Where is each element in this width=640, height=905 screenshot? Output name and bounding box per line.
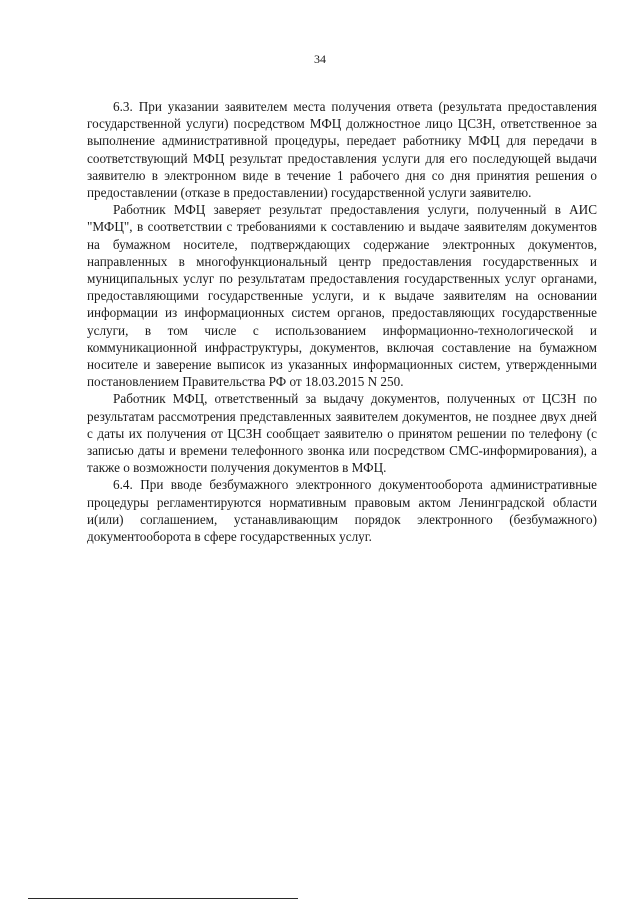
paragraph-mfc-notification: Работник МФЦ, ответственный за выдачу документов, полученных от ЦСЗН по результатам рассмотрения представленных заявителем документов, не позднее двух дней с даты их получения от ЦСЗН сообщает заявителю о принятом решении по телефону (с записью даты и времени телефонного звонка или посредством СМС-информирования), а также о возможности получения документов в МФЦ. bbox=[87, 391, 597, 476]
page-number: 34 bbox=[314, 52, 326, 66]
paragraph-mfc-certification: Работник МФЦ заверяет результат предоставления услуги, полученный в АИС "МФЦ", в соответствии с требованиями к составлению и выдаче заявителям документов на бумажном носителе, подтверждающих содержание электронных документов, направленных в многофункциональный центр предоставления государственных и муниципальных услуг по результатам предоставления государственных услуг органами, предоставляющими государственные услуги, и к выдаче заявителям на основании информации из информационных систем органов, предоставляющих государственные услуги, в том числе с использованием информационно-технологической и коммуникационной инфраструктуры, документов, включая составление на бумажном носителе и заверение выписок из указанных информационных систем, утвержденными постановлением Правительства РФ от 18.03.2015 N 250. bbox=[87, 202, 597, 390]
paragraph-6-3: 6.3. При указании заявителем места получения ответа (результата предоставления государственной услуги) посредством МФЦ должностное лицо ЦСЗН, ответственное за выполнение административной процедуры, передает работнику МФЦ для передачи в соответствующий МФЦ результат предоставления услуги для его последующей выдачи заявителю в электронном виде в течение 1 рабочего дня со дня принятия решения о предоставлении (отказе в предоставлении) государственной услуги заявителю. bbox=[87, 99, 597, 201]
page-bottom-rule bbox=[28, 898, 298, 899]
document-body bbox=[87, 98, 597, 545]
paragraph-6-4: 6.4. При вводе безбумажного электронного документооборота административные процедуры регламентируются нормативным правовым актом Ленинградской области и(или) соглашением, устанавливающим порядок электронного (безбумажного) документооборота в сфере государственных услуг. bbox=[87, 477, 597, 545]
